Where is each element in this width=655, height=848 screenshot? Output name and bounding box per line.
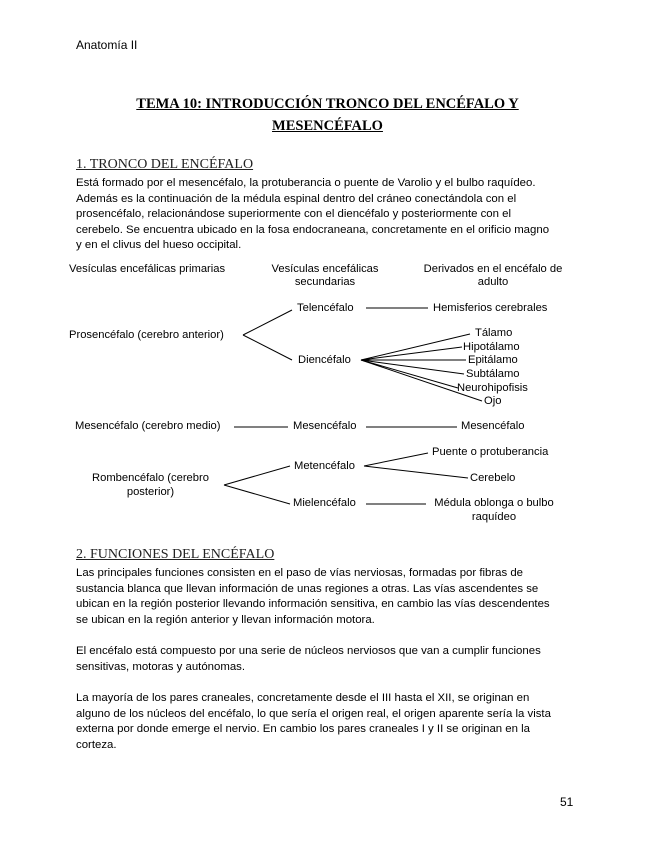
header-adult-derivatives-line2: adulto (477, 276, 509, 288)
adult-cerebelo: Cerebelo (470, 472, 516, 484)
adult-epitalamo: Epitálamo (468, 354, 518, 366)
primary-rombencefalo-line1: Rombencéfalo (cerebro (92, 472, 209, 484)
text-line: cerebelo. Se encuentra ubicado en la fosa endocraneana, concretamente en el orificio magno (76, 223, 550, 236)
text-line: corteza. (76, 738, 117, 751)
text-line: Las principales funciones consisten en el paso de vías nerviosas, formadas por fibras de (76, 567, 524, 579)
primary-prosencefalo: Prosencéfalo (cerebro anterior) (69, 329, 224, 341)
text-line: Está formado por el mesencéfalo, la protuberancia o puente de Varolio y el bulbo raquídeo. (76, 177, 536, 189)
text-line: sensitivas, motoras y autónomas. (76, 660, 246, 673)
paragraph-funciones-1 (76, 566, 576, 628)
page-number: 51 (560, 795, 574, 809)
text-line: y en el clivus del hueso occipital. (76, 239, 242, 252)
secondary-diencefalo: Diencéfalo (298, 354, 351, 366)
header-adult-derivatives-line1: Derivados en el encéfalo de (423, 263, 563, 275)
adult-neurohipofisis: Neurohipofisis (457, 382, 528, 394)
adult-hipotalamo: Hipotálamo (463, 341, 520, 353)
secondary-metencefalo: Metencéfalo (294, 460, 355, 472)
adult-medula-line2: raquídeo (471, 511, 517, 523)
adult-hemisferios: Hemisferios cerebrales (433, 302, 548, 314)
running-header: Anatomía II (76, 38, 138, 52)
paragraph-funciones-2 (76, 644, 576, 675)
text-line: prosencéfalo, relacionándose superiormente con el diencéfalo y posteriormente con el (76, 208, 512, 221)
section-heading-tronco: 1. TRONCO DEL ENCÉFALO (76, 157, 254, 172)
primary-mesencefalo: Mesencéfalo (cerebro medio) (75, 420, 221, 432)
text-line: La mayoría de los pares craneales, concretamente desde el III hasta el XII, se originan en (76, 692, 530, 704)
header-secondary-vesicles-line2: secundarias (294, 276, 356, 288)
secondary-mielencefalo: Mielencéfalo (293, 497, 356, 509)
adult-mesencefalo: Mesencéfalo (461, 420, 525, 432)
text-line: El encéfalo está compuesto por una serie de núcleos nerviosos que van a cumplir funciones (76, 645, 541, 657)
header-secondary-vesicles-line1: Vesículas encefálicas (271, 263, 379, 275)
text-line: alguno de los núcleos del encéfalo, lo que sería el origen real, el origen aparente sería la vista (76, 707, 551, 720)
text-line: externa por donde emerge el nervio. En cambio los pares craneales I y II se originan en la (76, 723, 530, 736)
text-line: sustancia blanca que llevan información de unas regiones a otras. Las vías ascendentes se (76, 582, 539, 595)
adult-medula-line1: Médula oblonga o bulbo (434, 497, 554, 509)
paragraph-funciones-3 (76, 691, 576, 753)
text-line: se ubican en la región anterior y llevan información motora. (76, 613, 375, 626)
adult-subtalamo: Subtálamo (466, 368, 520, 380)
primary-rombencefalo-line2: posterior) (126, 486, 175, 498)
text-line: ubican en la región posterior llevando información sensitiva, en cambio las vías descendentes (76, 598, 550, 611)
header-primary-vesicles: Vesículas encefálicas primarias (69, 263, 226, 275)
page-title-line2: MESENCÉFALO (272, 118, 383, 134)
adult-puente: Puente o protuberancia (432, 446, 549, 458)
adult-ojo: Ojo (484, 395, 502, 407)
page-title-line1: TEMA 10: INTRODUCCIÓN TRONCO DEL ENCÉFALO Y (136, 96, 519, 112)
adult-talamo: Tálamo (475, 327, 513, 339)
secondary-mesencefalo: Mesencéfalo (293, 420, 357, 432)
secondary-telencefalo: Telencéfalo (297, 302, 354, 314)
text-line: Además es la continuación de la médula espinal dentro del cráneo conectándola con el (76, 192, 517, 205)
section-heading-funciones: 2. FUNCIONES DEL ENCÉFALO (76, 547, 275, 562)
